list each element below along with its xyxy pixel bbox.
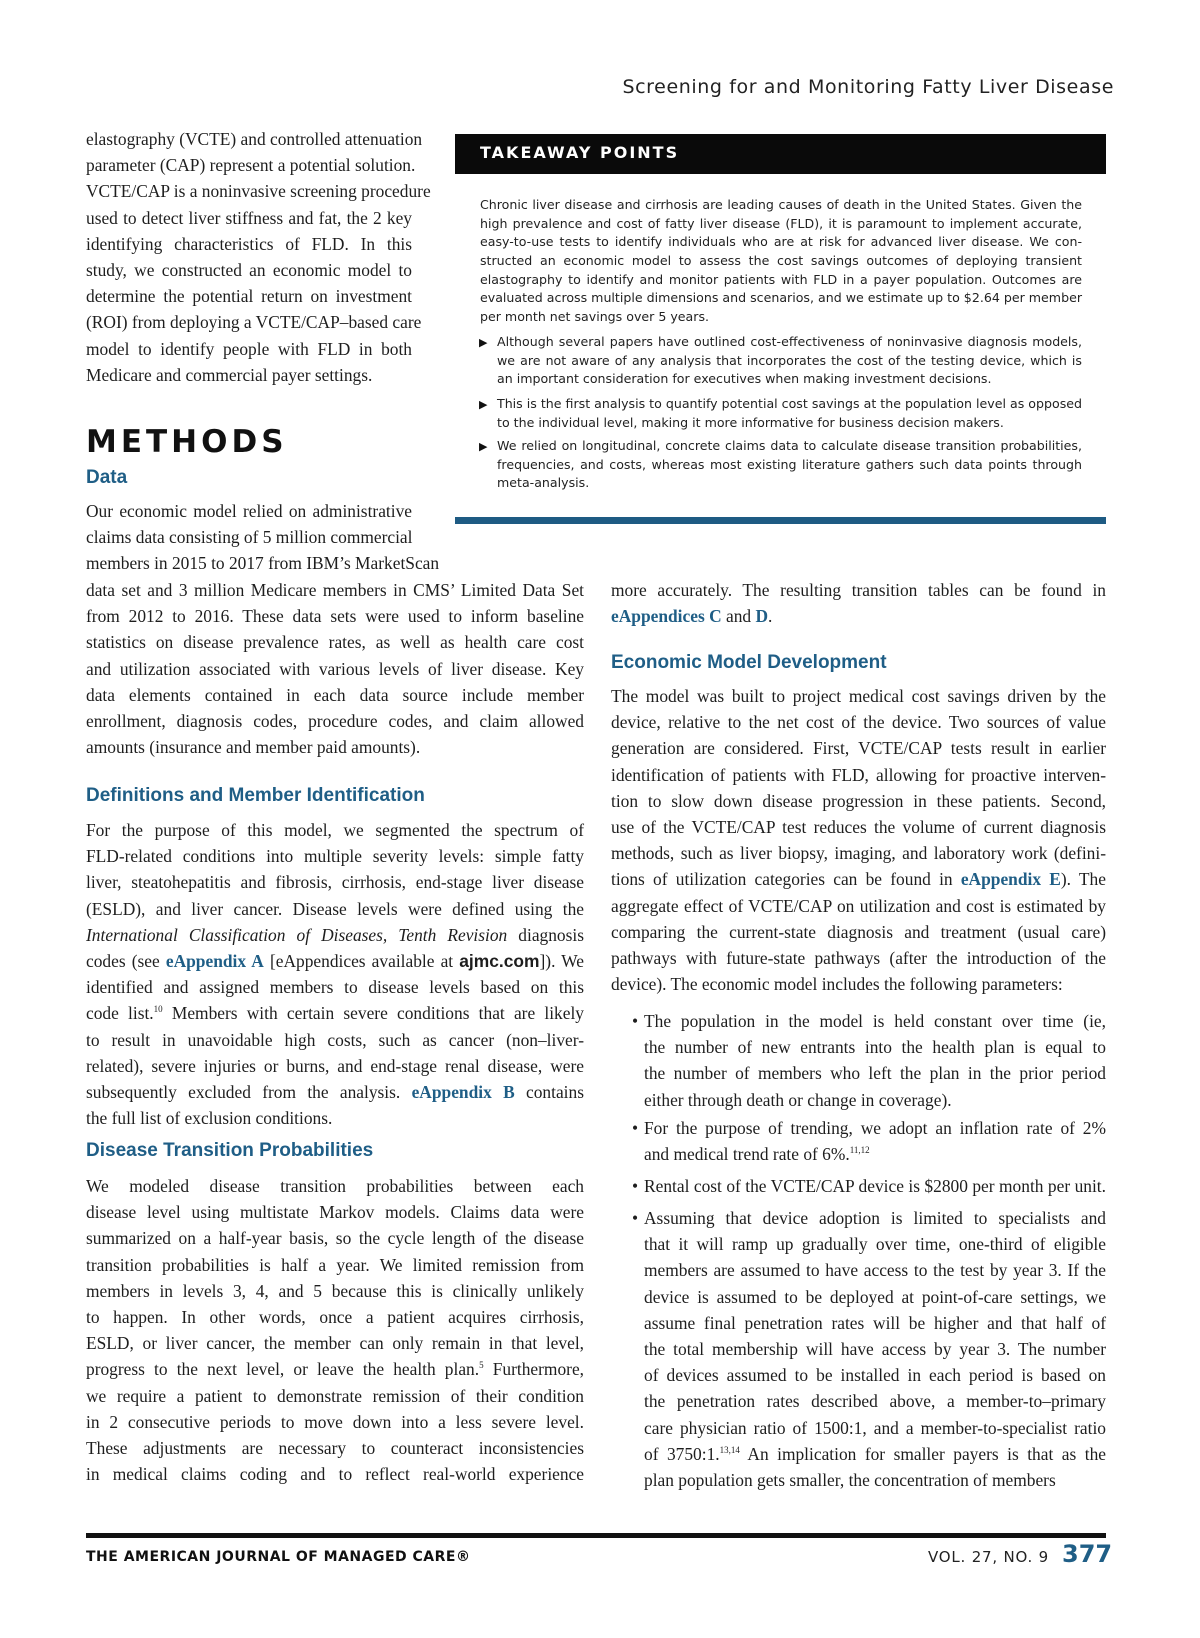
subheading-economic-model: Economic Model Development — [611, 652, 887, 673]
parameter-bullet — [644, 1205, 1106, 1493]
text-run: of 3750:1. — [644, 1443, 720, 1464]
text-run: . — [768, 606, 773, 627]
data-paragraph — [86, 577, 584, 760]
text-line: transition probabilities is half a year. We limited remission from — [86, 1254, 584, 1275]
text-line: methods, such as liver biopsy, imaging, and laboratory work (defini- — [611, 843, 1106, 864]
text-run: and medical trend rate of 6%. — [644, 1144, 850, 1165]
subheading-definitions: Definitions and Member Identification — [86, 785, 425, 806]
text-line: data elements contained in each data source include member — [86, 684, 584, 705]
journal-name: THE AMERICAN JOURNAL OF MANAGED CARE® — [86, 1549, 471, 1565]
economic-paragraph — [611, 683, 1106, 997]
text-line — [611, 866, 1106, 892]
text-line: The population in the model is held constant over time (ie, — [644, 1011, 1106, 1031]
text-line: model to identify people with FLD in both — [86, 338, 412, 359]
text-line: ESLD, or liver cancer, the member can only remain in that level, — [86, 1333, 584, 1354]
text-line: frequencies, and costs, whereas most existing literature gathers such data points through — [497, 456, 1082, 472]
text-line: claims data consisting of 5 million commercial — [86, 527, 413, 548]
text-line: to the individual level, making it more informative for business decision makers. — [497, 414, 1004, 430]
text-line: determine the potential return on investment — [86, 286, 412, 307]
text-line: elastography (VCTE) and controlled attenuation — [86, 129, 423, 149]
text-line: members in 2015 to 2017 from IBM’s MarketScan — [86, 553, 440, 574]
text-line — [86, 922, 584, 948]
text-line: disease level using multistate Markov models. Claims data were — [86, 1202, 584, 1223]
text-line: an important consideration for executives when making investment decisions. — [497, 371, 992, 387]
text-run: code list. — [86, 1003, 154, 1024]
text-line: comparing the current-state diagnosis and treatment (usual care) — [611, 921, 1106, 942]
text-line: assume final penetration rates will be higher and that half of — [644, 1312, 1106, 1333]
text-line: care physician ratio of 1500:1, and a member-to-specialist ratio — [644, 1417, 1106, 1438]
text-line: identifying characteristics of FLD. In this — [86, 233, 412, 254]
text-line: For the purpose of this model, we segmented the spectrum of — [86, 820, 584, 840]
data-paragraph-narrow — [86, 498, 440, 577]
text-run: [eAppendices available at — [263, 950, 460, 971]
text-line: either through death or change in coverage). — [644, 1089, 952, 1110]
text-run: and — [721, 606, 756, 627]
link-eappendix-e[interactable]: eAppendix E — [960, 869, 1061, 890]
text-line: FLD-related conditions into multiple severity levels: simple fatty — [86, 846, 584, 867]
text-line: identified and assigned members to disease levels based on this — [86, 977, 584, 998]
text-line: study, we constructed an economic model to — [86, 259, 412, 280]
text-line: we require a patient to demonstrate remission of their condition — [86, 1385, 584, 1406]
volume-issue: VOL. 27, NO. 9 — [928, 1548, 1050, 1566]
text-run: tions of utilization categories can be found in — [611, 869, 961, 890]
text-line: that it will ramp up gradually over time, one-third of eligible — [644, 1234, 1106, 1255]
text-line: Rental cost of the VCTE/CAP device is $2800 per month per unit. — [644, 1176, 1106, 1196]
text-line — [611, 603, 1106, 629]
intro-paragraph — [86, 126, 431, 388]
link-ajmc[interactable]: ajmc.com — [459, 950, 540, 971]
text-line: in 2 consecutive periods to move down into a less severe level. — [86, 1411, 584, 1432]
text-line: per month net savings over 5 years. — [480, 309, 710, 325]
text-line: statistics on disease prevalence rates, as well as health care cost — [86, 632, 584, 653]
text-line: Our economic model relied on administrative — [86, 501, 412, 521]
text-line: The model was built to project medical cost savings driven by the — [611, 686, 1106, 706]
text-line: VCTE/CAP is a noninvasive screening procedure — [86, 181, 431, 202]
takeaway-summary — [480, 196, 1082, 327]
text-line: liver, steatohepatitis and fibrosis, cirrhosis, end-stage liver disease — [86, 872, 584, 893]
takeaway-bullet — [497, 395, 1082, 432]
text-line: of devices assumed to be installed in each period is based on — [644, 1365, 1106, 1386]
reference-superscript[interactable]: 11,12 — [849, 1145, 870, 1156]
text-line: more accurately. The resulting transition tables can be found in — [611, 580, 1106, 600]
text-line: device is assumed to be deployed at point-of-care settings, we — [644, 1286, 1106, 1307]
chevron-right-icon: ▶ — [479, 337, 488, 349]
text-line: to result in unavoidable high costs, such as cancer (non–liver- — [86, 1029, 584, 1050]
text-run: subsequently excluded from the analysis. — [86, 1081, 412, 1102]
reference-superscript[interactable]: 5 — [479, 1360, 484, 1371]
text-line: (ROI) from deploying a VCTE/CAP–based care — [86, 312, 422, 333]
bullet-dot: • — [632, 1011, 639, 1031]
reference-superscript[interactable]: 13,14 — [719, 1444, 740, 1455]
text-run: progress to the next level, or leave the health plan. — [86, 1359, 480, 1380]
text-run: codes (see — [86, 950, 166, 971]
text-line: amounts (insurance and member paid amounts). — [86, 737, 421, 758]
bullet-dot: • — [632, 1208, 639, 1228]
text-line: Medicare and commercial payer settings. — [86, 364, 373, 385]
link-eappendix-d[interactable]: D — [755, 606, 769, 627]
text-line: data set and 3 million Medicare members in CMS’ Limited Data Set — [86, 580, 584, 600]
chevron-right-icon: ▶ — [479, 399, 488, 411]
footer-rule — [86, 1533, 1106, 1538]
text-line: We relied on longitudinal, concrete claims data to calculate disease transition probabilities, — [497, 438, 1082, 453]
text-line: the number of new entrants into the health plan is equal to — [644, 1037, 1106, 1058]
text-run: Members with certain severe conditions that are likely — [162, 1003, 584, 1024]
text-line — [86, 1000, 584, 1026]
text-line: (ESLD), and liver cancer. Disease levels were defined using the — [86, 898, 584, 919]
text-line: structed an economic model to assess the cost savings outcomes of deploying transient — [480, 253, 1082, 269]
text-line: pathways with future-state pathways (after the introduction of the — [611, 947, 1106, 968]
transition-paragraph — [86, 1173, 584, 1487]
text-line: the full list of exclusion conditions. — [86, 1108, 333, 1129]
running-title: Screening for and Monitoring Fatty Liver Disease — [622, 76, 1114, 98]
text-line: Assuming that device adoption is limited to specialists and — [644, 1208, 1106, 1228]
text-run: ). The — [1060, 869, 1106, 890]
text-line: generation are considered. First, VCTE/CAP tests result in earlier — [611, 738, 1106, 759]
text-run: contains — [514, 1081, 584, 1102]
text-line: device). The economic model includes the following parameters: — [611, 974, 1063, 995]
text-line: We modeled disease transition probabilities between each — [86, 1176, 584, 1196]
text-line: used to detect liver stiffness and fat, the 2 key — [86, 207, 412, 228]
subheading-transition: Disease Transition Probabilities — [86, 1140, 374, 1161]
text-line: parameter (CAP) represent a potential solution. — [86, 155, 416, 176]
link-eappendix-a[interactable]: eAppendix A — [165, 950, 264, 971]
text-line: the penetration rates described above, a member-to–primary — [644, 1391, 1106, 1412]
text-line: from 2012 to 2016. These data sets were used to inform baseline — [86, 606, 584, 627]
text-run: An implication for smaller payers is that as the — [739, 1443, 1106, 1464]
text-run: Furthermore, — [483, 1359, 585, 1380]
text-line — [86, 1356, 584, 1382]
text-line: meta-analysis. — [497, 475, 590, 491]
section-heading-methods: METHODS — [86, 424, 288, 460]
text-line: high prevalence and cost of fatty liver disease (FLD), it is paramount to implement accurate, — [480, 215, 1082, 231]
text-line — [86, 1079, 584, 1105]
text-run: ]). We — [539, 950, 584, 971]
text-line: plan population gets smaller, the concentration of members — [644, 1469, 1056, 1490]
text-line: Chronic liver disease and cirrhosis are leading causes of death in the United States. Given the — [480, 197, 1082, 212]
text-line: identification of patients with FLD, allowing for proactive interven- — [611, 764, 1106, 785]
text-line: This is the first analysis to quantify potential cost savings at the population level as opposed — [497, 396, 1082, 411]
text-line — [644, 1441, 1106, 1467]
bullet-dot: • — [632, 1176, 639, 1196]
text-line: enrollment, diagnosis codes, procedure codes, and claim allowed — [86, 710, 584, 731]
parameter-bullet — [644, 1173, 1106, 1199]
text-line: to happen. In other words, once a patient acquires cirrhosis, — [86, 1306, 584, 1327]
text-line: and utilization associated with various levels of liver disease. Key — [86, 658, 584, 679]
parameter-bullet — [644, 1008, 1106, 1113]
text-line: aggregate effect of VCTE/CAP on utilization and cost is estimated by — [611, 895, 1106, 916]
text-line: we are not aware of any analysis that incorporates the cost of the testing device, which is — [497, 352, 1082, 368]
text-run: diagnosis — [507, 924, 584, 945]
text-line: members are assumed to have access to the test by year 3. If the — [644, 1260, 1106, 1281]
definitions-paragraph — [86, 817, 584, 1131]
text-line: the number of members who left the plan in the prior period — [644, 1063, 1106, 1084]
transition-continuation — [611, 577, 1106, 629]
text-line: members in levels 3, 4, and 5 because this is clinically unlikely — [86, 1280, 584, 1301]
text-line — [644, 1141, 1106, 1167]
text-line: use of the VCTE/CAP test reduces the volume of current diagnosis — [611, 816, 1106, 837]
text-line: in medical claims coding and to reflect real-world experience — [86, 1464, 584, 1485]
text-line: related), severe injuries or burns, and end-stage renal disease, were — [86, 1055, 584, 1076]
parameter-bullet — [644, 1115, 1106, 1167]
takeaway-bullet — [497, 333, 1082, 389]
chevron-right-icon: ▶ — [479, 441, 488, 453]
takeaway-bullet — [497, 437, 1082, 493]
link-eappendices-c[interactable]: eAppendices C — [611, 606, 722, 627]
text-line: These adjustments are necessary to counteract inconsistencies — [86, 1437, 584, 1458]
text-line: device, relative to the net cost of the device. Two sources of value — [611, 712, 1106, 733]
subheading-data: Data — [86, 467, 128, 488]
text-line: elastography to identify and monitor patients with FLD in a payer population. Outcomes are — [480, 271, 1082, 287]
text-line: summarized on a half-year basis, so the cycle length of the disease — [86, 1228, 584, 1249]
reference-superscript[interactable]: 10 — [153, 1004, 163, 1015]
takeaway-title: TAKEAWAY POINTS — [480, 143, 680, 162]
text-line: the total membership will have access by year 3. The number — [644, 1338, 1106, 1359]
text-line: tion to slow down disease progression in these patients. Second, — [611, 790, 1106, 811]
bullet-dot: • — [632, 1118, 639, 1138]
text-line: For the purpose of trending, we adopt an inflation rate of 2% — [644, 1118, 1106, 1138]
text-line: Although several papers have outlined cost-effectiveness of noninvasive diagnosis models, — [497, 334, 1082, 349]
link-eappendix-b[interactable]: eAppendix B — [411, 1081, 515, 1102]
takeaway-header — [455, 134, 1106, 174]
text-line: easy-to-use tests to identify individuals who are at risk for advanced liver disease. We con- — [480, 234, 1082, 250]
text-line: evaluated across multiple dimensions and scenarios, and we estimate up to $2.64 per member — [480, 290, 1082, 306]
takeaway-bottom-rule — [455, 517, 1106, 524]
page-number: 377 — [1062, 1540, 1113, 1568]
italic-title: International Classification of Diseases, Tenth Revision — [86, 924, 508, 945]
text-line — [86, 948, 584, 974]
